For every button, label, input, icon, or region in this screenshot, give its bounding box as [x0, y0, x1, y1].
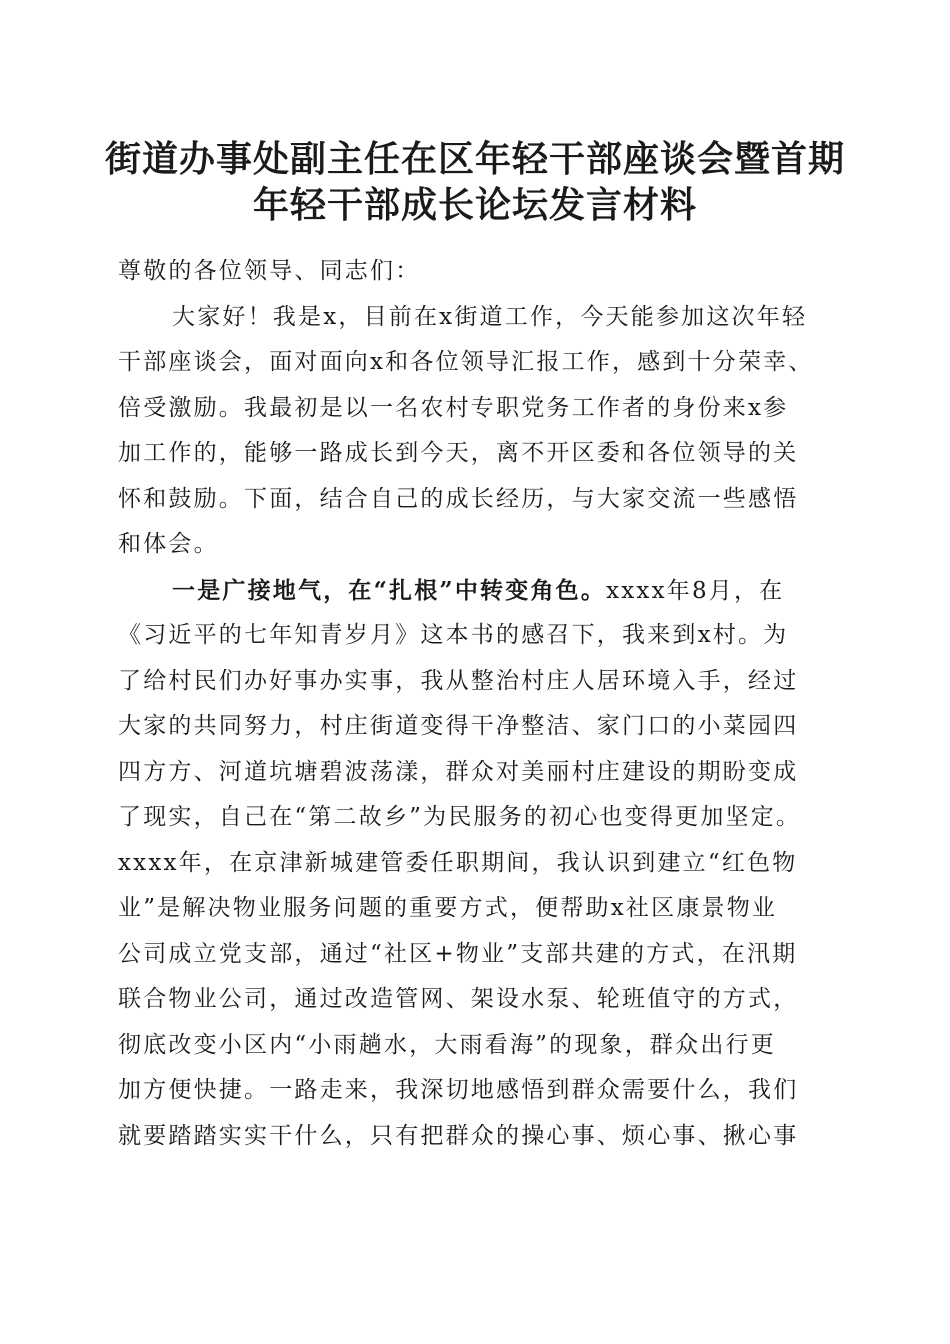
document-title-line-1: 街道办事处副主任在区年轻干部座谈会暨首期: [104, 139, 845, 180]
paragraph-2-heading: 一是广接地气，在“扎根”中转变角色。: [172, 576, 607, 604]
paragraph-1-line: 加工作的，能够一路成长到今天，离不开区委和各位领导的关: [118, 440, 799, 466]
salutation: 尊敬的各位领导、同志们：: [118, 258, 421, 284]
paragraph-1-line: 大家好！我是x，目前在x街道工作，今天能参加这次年轻: [172, 303, 808, 330]
paragraph-2-line: 《习近平的七年知青岁月》这本书的感召下，我来到x村。为: [118, 622, 789, 648]
paragraph-2-line: 了现实，自己在“第二故乡”为民服务的初心也变得更加坚定。: [118, 804, 802, 830]
paragraph-2-line: 彻底改变小区内“小雨趟水，大雨看海”的现象，群众出行更: [118, 1031, 776, 1058]
paragraph-2-first-line: [118, 568, 848, 614]
paragraph-1-line: 怀和鼓励。下面，结合自己的成长经历，与大家交流一些感悟: [118, 485, 799, 512]
paragraph-2-line: 联合物业公司，通过改造管网、架设水泵、轮班值守的方式，: [118, 986, 799, 1012]
paragraph-1-line: 倍受激励。我最初是以一名农村专职党务工作者的身份来x参: [118, 394, 789, 421]
paragraph-2-line: 就要踏踏实实干什么，只有把群众的操心事、烦心事、揪心事: [118, 1122, 799, 1149]
paragraph-1-line: 和体会。: [118, 531, 219, 557]
paragraph-2-line: 加方便快捷。一路走来，我深切地感悟到群众需要什么，我们: [118, 1077, 799, 1103]
paragraph-2-line: 业”是解决物业服务问题的重要方式，便帮助x社区康景物业: [118, 895, 778, 921]
paragraph-2-line: 公司成立党支部，通过“社区+物业”支部共建的方式，在汛期: [118, 940, 798, 967]
paragraph-2-line: xxxx年，在京津新城建管委任职期间，我认识到建立“红色物: [118, 849, 798, 876]
paragraph-1-line: 干部座谈会，面对面向x和各位领导汇报工作，感到十分荣幸、: [118, 349, 814, 375]
paragraph-2-first-rest: xxxx年8月，在: [606, 577, 785, 604]
paragraph-2-line: 大家的共同努力，村庄街道变得干净整洁、家门口的小菜园四: [118, 713, 799, 739]
document-title-line-2: 年轻干部成长论坛发言材料: [252, 185, 697, 226]
paragraph-2-line: 了给村民们办好事办实事，我从整治村庄人居环境入手，经过: [118, 667, 799, 694]
document-body: [118, 249, 848, 1159]
paragraph-2-line: 四方方、河道坑塘碧波荡漾，群众对美丽村庄建设的期盼变成: [118, 758, 799, 785]
